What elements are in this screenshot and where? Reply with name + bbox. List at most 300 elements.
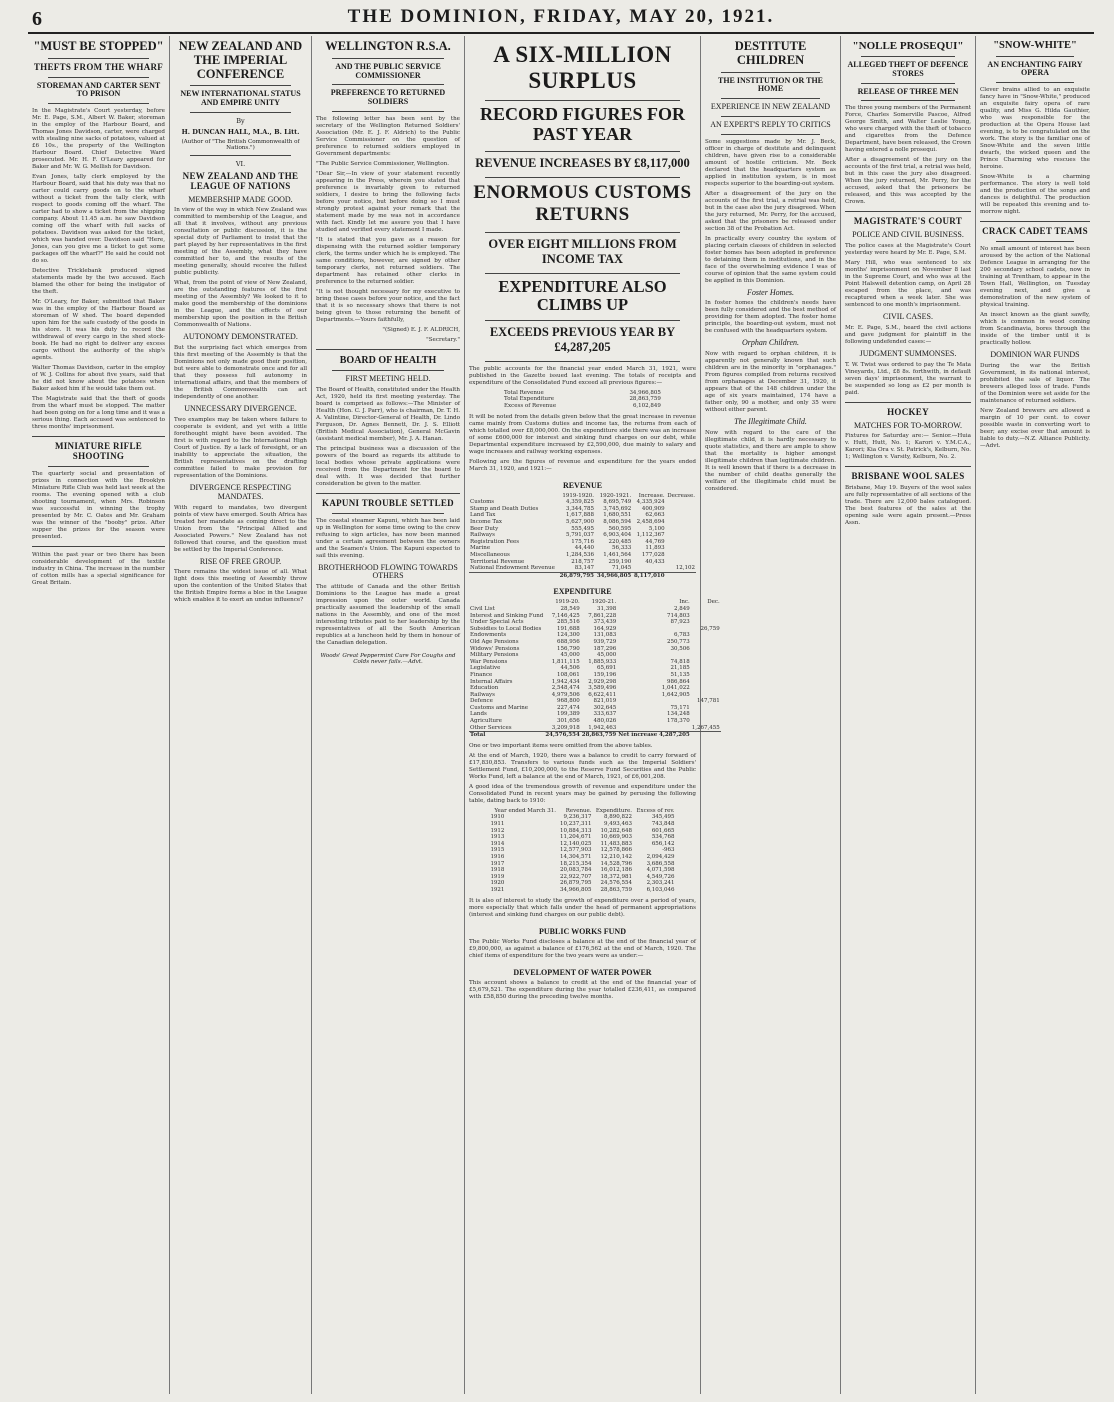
- article-headline: KAPUNI TROUBLE SETTLED: [322, 497, 454, 508]
- table-row: [469, 619, 721, 626]
- row-label: Marine: [470, 545, 491, 552]
- article-paragraph: The Board of Health, constituted under the Health Act, 1920, held its first meeting yesterday. The board is comprised as follows:—The Minister of Health (Hon. C. J. Parr), who is chairman, Dr. T. H. A. Valintine, Director-General of Health, Dr. Lindo Ferguson, Dr. Agnes Bennett, Dr. J. S. Elliott (British Medical Association), General McGavin (assistant medical member), Mr. J. A. Hanan.: [316, 386, 460, 442]
- section-heading: AUTONOMY DEMONSTRATED.: [183, 332, 298, 342]
- article-headline: MAGISTRATE'S COURT: [853, 216, 963, 227]
- table-cell: 44,769: [645, 538, 665, 545]
- article-headline: CRACK CADET TEAMS: [982, 226, 1088, 237]
- article-headline: WELLINGTON R.S.A.: [325, 39, 451, 53]
- article-paragraph: The quarterly social and presentation of prizes in connection with the Brooklyn Miniature Rifle Club was held last week at the rooms. The evening opened with a club shooting tournament, when Mrs. Robinson was successful in winning the trophy presented by Mr. C. Oates and Mr. Graham was the winner of the "booby" prize. After supper the prizes for the season were presented.: [32, 471, 165, 541]
- row-label: Internal Affairs: [470, 678, 513, 685]
- row-label: 1918: [490, 867, 505, 874]
- table-cell: 147,781: [697, 698, 720, 705]
- article-paragraph: Fixtures for Saturday are:— Senior.—Huia v. Hutt, Hutt, No. 1; Karori v. Y.M.C.A., Karori; Kia Ora v. St. Patrick's, Kelburn, No. 1; Wellington v. Varsity, Kelburn, No. 2.: [845, 433, 971, 461]
- column-5: [701, 36, 841, 1394]
- table-cell: 14,528,796: [600, 860, 633, 867]
- table-cell: 3,589,496: [588, 685, 617, 692]
- byline-author: H. DUNCAN HALL, M.A., B. Litt.: [181, 127, 300, 136]
- table-cell: 24,576,554: [600, 880, 633, 887]
- row-label: Miscellaneous: [470, 552, 510, 558]
- table-cell: 11,893: [645, 545, 665, 552]
- row-label: Customs: [470, 499, 495, 506]
- table-row: [469, 506, 696, 513]
- table-cell: 22,922,707: [560, 873, 592, 880]
- table-cell: 28,863,759: [581, 732, 617, 739]
- section-heading: The Illegitimate Child.: [734, 417, 807, 427]
- article-paragraph: The attitude of Canada and the other British Dominions to the League has made a great impression upon the outer world. Canada practically assumed the leadership of the small nations in the Assembly, and one of the most interesting tributes paid to her leadership by the representatives of all the South American republics at a luncheon held by them in honour of the Canadian delegation.: [316, 584, 460, 647]
- table-header-cell: 1919-20.: [555, 599, 580, 606]
- table-cell: [666, 532, 696, 539]
- row-label: [469, 572, 558, 579]
- row-label: Agriculture: [470, 718, 502, 725]
- table-cell: 4,359,825: [566, 499, 595, 506]
- row-label: 1915: [490, 847, 505, 854]
- article-paragraph: One or two important items were omitted from the above tables.: [469, 742, 653, 749]
- table-cell: [617, 652, 691, 659]
- table-cell: 16,012,186: [600, 867, 633, 874]
- table-cell: 12,210,142: [600, 854, 633, 860]
- table-cell: 10,669,903: [600, 834, 633, 841]
- table-cell: 10,282,648: [600, 827, 633, 834]
- table-cell: 34,966,805: [560, 886, 592, 893]
- table-cell: 4,979,506: [551, 691, 580, 698]
- row-label: Old Age Pensions: [470, 638, 519, 645]
- table-title: REVENUE: [562, 480, 603, 490]
- section-heading: RISE OF FREE GROUP.: [199, 556, 282, 566]
- table-row: [469, 539, 696, 546]
- table-cell: [666, 512, 696, 519]
- table-header-cell: 1919-1920.: [562, 492, 595, 499]
- main-subheadline: RECORD FIGURES FOR PAST YEAR: [479, 104, 685, 144]
- table-cell: 7,861,228: [588, 612, 617, 619]
- table-cell: 18,372,981: [600, 873, 633, 880]
- table-cell: 71,045: [612, 565, 632, 572]
- masthead: [28, 6, 1094, 34]
- article-subheadline: NEW INTERNATIONAL STATUS AND EMPIRE UNITY: [180, 89, 301, 108]
- article-headline: "NOLLE PROSEQUI": [852, 40, 964, 52]
- article-paragraph: During the war the British Government, in its national interest, prohibited the sale of liquor. The brewers alleged loss of trade. Funds of the Dominion were set aside for the maintenance of returned soldiers.: [980, 362, 1090, 404]
- table-cell: 2,458,694: [636, 519, 665, 526]
- table-cell: 986,864: [667, 678, 690, 685]
- table-cell: 3,686,558: [646, 860, 675, 867]
- article-subheadline: THE INSTITUTION OR THE HOME: [718, 75, 823, 94]
- main-deck: EXCEEDS PREVIOUS YEAR BY £4,287,205: [489, 324, 676, 354]
- row-label: 1916: [490, 854, 505, 860]
- section-heading: PUBLIC WORKS FUND: [539, 926, 626, 936]
- section-heading: POLICE AND CIVIL BUSINESS.: [852, 230, 964, 240]
- article-paragraph: Now with regard to the care of the illegitimate child, it is hardly necessary to quote statistics, and there are ample to show that the mortality is higher amongst illegitimate children than legitimate children. It is well known that if there is a decrease in the number of child deaths generally the welfare of the illegitimate child must be considered.: [705, 430, 836, 493]
- table-cell: 28,863,759: [629, 396, 661, 403]
- main-deck: EXPENDITURE ALSO CLIMBS UP: [498, 276, 667, 314]
- table-row: [469, 659, 721, 666]
- table-cell: 656,142: [651, 840, 675, 847]
- table-cell: 1,284,536: [566, 552, 595, 558]
- article-subheadline: AND THE PUBLIC SERVICE COMMISSIONER: [335, 61, 441, 80]
- expenditure-table: [469, 599, 721, 738]
- row-label: Customs and Marine: [470, 704, 529, 711]
- article-headline: NEW ZEALAND AND THE LEAGUE OF NATIONS: [182, 170, 299, 191]
- row-label: Education: [470, 685, 499, 692]
- article-paragraph: Mr. O'Leary, for Baker, submitted that Baker was in the employ of the Harbour Board as storeman of W shed. The board depended upon him for the safe custody of the goods in his store. It was his duty to record the withdrawal of every cargo in the shed stock-book. He had no right to deliver any excess cargo without the authority of the ship's agents.: [32, 299, 165, 362]
- table-cell: 12,140,025: [560, 840, 592, 847]
- table-row: [469, 652, 721, 659]
- table-cell: 56,333: [612, 545, 632, 552]
- row-label: 1911: [490, 821, 505, 828]
- table-cell: [666, 539, 696, 546]
- table-cell: 20,083,784: [560, 867, 592, 874]
- row-label: Lands: [470, 711, 487, 718]
- row-label: Beer Duty: [470, 525, 499, 532]
- table-row: [469, 685, 721, 692]
- table-row: [489, 867, 675, 874]
- table-cell: 333,637: [593, 711, 617, 718]
- table-row: [469, 711, 721, 718]
- table-row: [489, 861, 675, 868]
- table-cell: 480,026: [593, 718, 617, 725]
- row-label: Income Tax: [470, 519, 502, 526]
- table-cell: 8,695,749: [603, 499, 632, 506]
- section-heading: DEVELOPMENT OF WATER POWER: [513, 967, 652, 977]
- table-cell: 199,389: [557, 711, 580, 718]
- table-cell: 34,966,805: [596, 572, 632, 579]
- article-headline: "SNOW-WHITE": [993, 40, 1077, 51]
- table-header-cell: 1920-1921.: [599, 492, 632, 499]
- table-cell: [666, 545, 696, 552]
- table-header-cell: 1920-21.: [591, 599, 617, 606]
- table-cell: 108,061: [557, 671, 580, 678]
- table-cell: 400,909: [641, 505, 665, 512]
- table-cell: 30,506: [670, 645, 690, 652]
- article-paragraph: A good idea of the tremendous growth of revenue and expenditure under the Consolidated Fund in recent years may be gained by perusing the following table, dating back to 1910:: [469, 783, 696, 804]
- article-paragraph: In practically every country the system of placing certain classes of children in selected foster homes has been adopted in preference to detaining them in institutions, and in the face of the overwhelming evidence I was of course of opinion that the same system could be applied in this Dominion.: [705, 235, 836, 284]
- section-heading: BROTHERHOOD FLOWING TOWARDS OTHERS: [318, 562, 458, 581]
- article-headline: BOARD OF HEALTH: [339, 354, 437, 366]
- article-paragraph: The three young members of the Permanent Force, Charles Somerville Pascoe, Alfred George Smith, and Walter Leslie Young, who were charged with the theft of tobacco and cigarettes from the Defence Department, have been released, the Crown having entered a nolle prosequi.: [845, 105, 971, 154]
- table-cell: 28,549: [560, 605, 580, 612]
- table-cell: 124,300: [557, 632, 580, 639]
- row-label: War Pensions: [470, 658, 508, 665]
- row-label: Railways: [470, 691, 495, 698]
- table-row: [489, 880, 675, 887]
- table-cell: 44,440: [574, 545, 595, 552]
- table-cell: 2,094,429: [646, 854, 675, 860]
- table-row: [469, 692, 721, 699]
- table-cell: 560,595: [608, 525, 632, 532]
- row-label: 1913: [490, 834, 505, 841]
- table-cell: 10,237,311: [560, 821, 592, 828]
- table-row: [469, 665, 721, 672]
- part-number: VI.: [235, 159, 246, 168]
- article-paragraph: In foster homes the children's needs have been fully considered and the best method of providing for them adopted. The foster home principle, the boarding-out system, must not be confused with the headquarters system.: [705, 300, 836, 335]
- article-paragraph: "The Public Service Commissioner, Wellington.: [316, 160, 450, 167]
- table-row: [469, 606, 721, 613]
- article-paragraph: There remains the widest issue of all. What light does this meeting of Assembly throw upon the contention of the United States that the British Empire forms a bloc in the League which enables it to exert an undue influence?: [174, 569, 307, 604]
- column-2: [170, 36, 312, 1394]
- table-header-cell: [469, 493, 558, 500]
- signature-title: "Secretary.": [426, 336, 460, 343]
- table-row: [489, 847, 675, 854]
- revenue-table: [469, 493, 696, 580]
- table-header-cell: Excess of rev.: [636, 807, 675, 814]
- section-heading: Orphan Children.: [741, 338, 800, 348]
- article-paragraph: It is also of interest to study the growth of expenditure over a period of years, more especially that which falls under the head of permanent appropriations (interest and sinking fund charges on our public debt).: [469, 897, 696, 918]
- table-cell: 601,665: [651, 827, 675, 834]
- section-heading: MATCHES FOR TO-MORROW.: [853, 420, 963, 430]
- table-cell: 743,848: [651, 821, 675, 828]
- table-cell: 1,942,434: [551, 678, 580, 685]
- row-label: Widows' Pensions: [470, 645, 520, 652]
- table-cell: 26,879,795: [559, 572, 595, 579]
- article-paragraph: The public accounts for the financial year ended March 31, 1921, were published in the Gazette issued last evening. The totals of receipts and expenditure of the Consolidated Fund exceed all previous figures:—: [469, 365, 696, 386]
- column-7: [976, 36, 1094, 1394]
- table-cell: 40,433: [645, 558, 665, 565]
- table-cell: 65,691: [597, 665, 617, 672]
- section-heading: DIVERGENCE RESPECTING MANDATES.: [189, 483, 292, 501]
- table-row: [469, 532, 696, 539]
- article-paragraph: At the end of March, 1920, there was a balance to credit to carry forward of £17,830,853. Transfers to various funds such as the Imperial Soldiers' Settlement Fund, £10,200,000, to the Reserve Fund Securities and the Public Works Fund, left a balance at the end of March, 1921, of £6,001,208.: [469, 752, 696, 780]
- article-subheadline: ALLEGED THEFT OF DEFENCE STORES: [847, 60, 969, 78]
- row-label: 1910: [490, 814, 505, 821]
- article-paragraph: The coastal steamer Kapuni, which has been laid up in Wellington for some time owing to the crew refusing to sign articles, has now been manned under a certain agreement between the owners and the Seamen's Union. The Kapuni expected to sail this evening.: [316, 517, 460, 559]
- table-cell: 14,304,571: [560, 854, 592, 860]
- table-cell: 373,439: [593, 619, 617, 626]
- table-cell: 45,000: [597, 652, 617, 659]
- table-cell: 8,086,594: [603, 519, 632, 526]
- main-deck: ENORMOUS CUSTOMS RETURNS: [473, 181, 692, 225]
- table-row: [469, 613, 721, 620]
- article-paragraph: An insect known as the giant sawfly, which is common in wood coming from Scandinavia, bores through the inside of the timber until it is practically hollow.: [980, 312, 1090, 347]
- column-4-main-story: [465, 36, 720, 1394]
- table-cell: 5,100: [648, 525, 665, 532]
- table-cell: Net increase 4,287,205: [618, 732, 690, 739]
- article-paragraph: The police cases at the Magistrate's Court yesterday were heard by Mr. E. Page, S.M.: [845, 243, 971, 257]
- table-cell: 11,204,671: [560, 834, 592, 841]
- table-cell: 175,716: [571, 538, 595, 545]
- byline-note: (Author of "The British Commonwealth of Nations."): [181, 138, 300, 151]
- article-paragraph: But the surprising fact which emerges from this first meeting of the Assembly is that the Dominions not only made good their position, but were able to demonstrate once and for all that they possess full autonomy in international affairs, and that the members of the British Commonwealth can act independently of one another.: [174, 345, 307, 401]
- article-paragraph: After a disagreement of the jury on the accounts of the first trial, a retrial was held, but in this case the jury also disagreed. When the jury returned, Mr. Perry, for the accused, asked that the prisoners be released, and this was accepted by the Crown.: [845, 157, 971, 206]
- row-label: 1920: [490, 880, 505, 887]
- table-row: [489, 814, 675, 821]
- table-cell: 218,757: [571, 558, 595, 565]
- table-cell: 11,483,883: [600, 840, 633, 847]
- section-heading: UNNECESSARY DIVERGENCE.: [184, 404, 297, 414]
- row-label: Total Revenue: [504, 389, 544, 396]
- table-cell: 51,135: [670, 671, 690, 678]
- table-cell: 534,768: [651, 834, 675, 841]
- article-headline: NEW ZEALAND AND THE IMPERIAL CONFERENCE: [178, 39, 303, 81]
- article-paragraph: The Public Works Fund discloses a balance at the end of the financial year of £9,800,000, as against a balance of £176,562 at the end of March, 1920. The chief items of expenditure for the two years were as under:—: [469, 938, 696, 959]
- row-label: 1912: [490, 827, 505, 834]
- article-paragraph: What, from the point of view of New Zealand, are the outstanding features of the first meeting of the Assembly? We looked to it to make good the membership of the dominions in the League, and the effects of our membership upon the position in the British Commonwealth of Nations.: [174, 280, 307, 329]
- row-label: Territorial Revenue: [470, 558, 525, 565]
- byline: By: [236, 116, 245, 125]
- table-row: [469, 672, 721, 679]
- row-label: Military Pensions: [470, 652, 519, 659]
- table-cell: 26,879,795: [560, 880, 592, 887]
- table-cell: 10,884,313: [560, 827, 592, 834]
- table-row: [469, 512, 696, 519]
- table-cell: 301,656: [557, 718, 580, 725]
- table-cell: 1,642,905: [661, 691, 690, 698]
- table-cell: 83,147: [574, 565, 595, 572]
- table-cell: 3,745,692: [603, 505, 632, 512]
- table-cell: 4,071,598: [646, 867, 675, 874]
- table-row: [469, 632, 721, 639]
- table-cell: 44,506: [560, 665, 580, 672]
- article-paragraph: The Magistrate said that the theft of goods from the wharf must be stopped. The matter had been going on for a long time and it was a serious thing. Each accused was sentenced to three months' imprisonment.: [32, 396, 165, 431]
- newspaper-title: THE DOMINION, FRIDAY, MAY 20, 1921.: [347, 6, 775, 27]
- row-label: Other Services: [470, 724, 512, 731]
- article-paragraph: With regard to mandates, two divergent points of view have emerged. South Africa has treated her mandate as coming direct to the Union from the "Principal Allied and Associated Powers." New Zealand has not followed that course, and the question must be settled by the Imperial Conference.: [174, 504, 307, 553]
- table-cell: 12,102: [675, 565, 695, 572]
- article-deck: PREFERENCE TO RETURNED SOLDIERS: [330, 88, 446, 107]
- advertisement: Woods' Great Peppermint Cure For Coughs and Colds never fails.—Advt.: [320, 653, 456, 666]
- table-cell: 6,903,404: [603, 532, 632, 539]
- row-label: Total: [469, 732, 544, 739]
- table-cell: 1,942,463: [588, 724, 617, 731]
- table-row: [469, 572, 696, 579]
- article-deck: AN EXPERT'S REPLY TO CRITICS: [710, 119, 831, 129]
- table-cell: 28,863,759: [600, 886, 633, 893]
- table-cell: 220,485: [608, 538, 632, 545]
- table-row: [489, 834, 675, 841]
- table-cell: 134,248: [667, 711, 690, 718]
- table-cell: 156,790: [557, 645, 580, 652]
- table-cell: 131,083: [593, 632, 617, 639]
- table-cell: 164,929: [593, 625, 617, 632]
- row-label: Legislative: [470, 665, 501, 672]
- table-cell: 714,803: [667, 612, 690, 619]
- article-paragraph: T. W. Twist was ordered to pay the Te Mata Vineyards, Ltd., £8 8s. forthwith, in default seven days' imprisonment, the warrant to be suspended so long as £2 per month is paid.: [845, 361, 971, 396]
- table-row: [489, 854, 675, 861]
- table-header-cell: Dec.: [707, 599, 720, 606]
- article-deck: RELEASE OF THREE MEN: [857, 86, 959, 96]
- table-row: [503, 403, 662, 410]
- article-headline: BRISBANE WOOL SALES: [851, 471, 965, 482]
- table-cell: 1,267,455: [691, 724, 720, 731]
- table-cell: 9,236,317: [563, 814, 592, 821]
- table-row: [469, 698, 721, 705]
- article-subheadline: AN ENCHANTING FAIRY OPERA: [987, 59, 1083, 78]
- row-label: Total Expenditure: [504, 396, 554, 403]
- main-headline: A SIX-MILLION SURPLUS: [493, 42, 672, 93]
- table-cell: 1,112,367: [636, 532, 665, 539]
- table-row: [469, 646, 721, 653]
- table-row: [469, 639, 721, 646]
- table-cell: 2,849: [674, 605, 690, 612]
- row-label: Endowments: [470, 632, 507, 639]
- article-headline: HOCKEY: [887, 406, 929, 417]
- table-cell: 9,493,463: [604, 821, 633, 828]
- article-paragraph: New Zealand brewers are allowed a margin of 10 per cent. to cover possible waste in converting wort to beer; any excise over that amount is liable to duty.—N.Z. Alliance Publicity.—Advt.: [980, 407, 1090, 449]
- article-paragraph: "It is not thought necessary for my executive to bring these cases before your notice, and the fact that it is so necessary shows that there is not being given to those returning the benefit of Departments.—Yours faithfully,: [316, 288, 460, 323]
- row-label: Excess of Revenue: [504, 403, 557, 410]
- article-paragraph: The principal business was a discussion of the powers of the board as regards its attitude to local bodies whose private applications were received from the Department for the board to deal with. It was decided that further consideration be given to the matter.: [316, 445, 460, 487]
- table-cell: 7,146,425: [551, 612, 580, 619]
- table-cell: 345,495: [651, 814, 675, 821]
- row-label: 1914: [490, 840, 505, 847]
- table-cell: 2,548,474: [551, 685, 580, 692]
- table-header-cell: Expenditure.: [595, 807, 633, 814]
- table-cell: 302,645: [593, 704, 617, 711]
- row-label: Civil List: [470, 605, 495, 612]
- row-label: 1917: [490, 860, 505, 867]
- table-cell: [666, 552, 696, 559]
- table-cell: 1,041,022: [661, 685, 690, 692]
- table-cell: 12,578,866: [600, 847, 633, 854]
- table-cell: 821,019: [593, 698, 617, 705]
- table-cell: 688,956: [557, 638, 580, 645]
- table-cell: 1,811,115: [551, 658, 580, 665]
- table-row: [489, 874, 675, 881]
- table-cell: 45,000: [560, 652, 580, 659]
- row-label: Finance: [470, 671, 493, 678]
- table-header-cell: Year ended March 31.: [494, 807, 556, 814]
- row-label: Defence: [470, 698, 493, 705]
- article-paragraph: In view of the way in which New Zealand was committed to membership of the League, and all that it involves, without any previous consultation or public discussion, it is the special duty of Parliament to insist that the part played by her representatives in the first meeting of the Assembly, what they have committed her to, and the results of the meeting generally, should receive the fullest public publicity.: [174, 207, 307, 277]
- table-cell: 31,398: [597, 605, 617, 612]
- table-cell: 227,474: [557, 704, 580, 711]
- table-row: [469, 718, 721, 725]
- table-cell: -963: [662, 847, 675, 854]
- column-1: [28, 36, 170, 1394]
- row-label: National Endowment Revenue: [470, 565, 555, 572]
- table-row: [469, 559, 696, 566]
- article-headline: MINIATURE RIFLE SHOOTING: [54, 441, 143, 462]
- table-cell: 87,923: [670, 619, 690, 626]
- table-row: [469, 705, 721, 712]
- table-cell: [666, 572, 696, 579]
- main-deck: OVER EIGHT MILLIONS FROM INCOME TAX: [488, 236, 677, 266]
- table-cell: 8,890,822: [604, 814, 633, 821]
- table-cell: 6,103,046: [646, 886, 675, 893]
- table-cell: 18,215,354: [560, 860, 592, 867]
- section-heading: MEMBERSHIP MADE GOOD.: [188, 194, 293, 204]
- table-cell: 3,344,785: [566, 505, 595, 512]
- article-paragraph: Within the past year or two there has been considerable development of the textile industry in China. The increase in the number of cotton mills has a special significance for Great Britain.: [32, 552, 165, 587]
- table-cell: 8,117,010: [633, 572, 665, 579]
- table-cell: [617, 626, 691, 633]
- row-label: Stamp and Death Duties: [470, 505, 539, 512]
- growth-table: [489, 808, 675, 894]
- article-paragraph: Following are the figures of revenue and expenditure for the years ended March 31, 1920, and 1921:—: [469, 458, 696, 472]
- row-label: Under Special Acts: [470, 619, 524, 626]
- table-row: [489, 821, 675, 828]
- main-deck: REVENUE INCREASES BY £8,117,000: [475, 155, 690, 170]
- row-label: 1921: [490, 886, 505, 893]
- table-cell: 939,729: [593, 638, 617, 645]
- table-cell: [666, 559, 696, 566]
- table-row: [469, 519, 696, 526]
- page-number: 6: [32, 8, 42, 30]
- table-cell: 177,028: [641, 552, 665, 558]
- table-cell: [666, 499, 696, 506]
- article-paragraph: Some suggestions made by Mr. J. Beck, officer in charge of destitute and delinquent children, have given rise to a considerable amount of hostile criticism. Mr. Beck declared that the headquarters system as applied in institution system, is in most respects superior to the boarding-out system.: [705, 138, 836, 187]
- table-header-cell: Decrease.: [667, 492, 695, 499]
- table-cell: 26,759: [700, 625, 720, 632]
- table-cell: 21,185: [670, 665, 690, 672]
- table-cell: [666, 526, 696, 533]
- signature: "(Signed) E. J. F. ALDRICH,: [382, 326, 460, 333]
- table-cell: 159,196: [593, 671, 617, 678]
- table-cell: 1,617,888: [566, 512, 595, 519]
- table-row: [469, 565, 696, 572]
- table-cell: 4,335,924: [636, 499, 665, 506]
- table-cell: [617, 725, 691, 732]
- article-paragraph: Brisbane, May 19. Buyers of the wool sales are fully representative of all sections of the trade. There are 12,000 bales catalogued. The best features of the sales at the opening sale were again present.—Press Assn.: [845, 485, 971, 527]
- article-paragraph: This account shows a balance to credit at the end of the financial year of £5,679,521. The expenditure during the year totalled £236,411, as compared with £58,850 during the preceding twelve months.: [469, 979, 696, 1000]
- table-row: [469, 552, 696, 559]
